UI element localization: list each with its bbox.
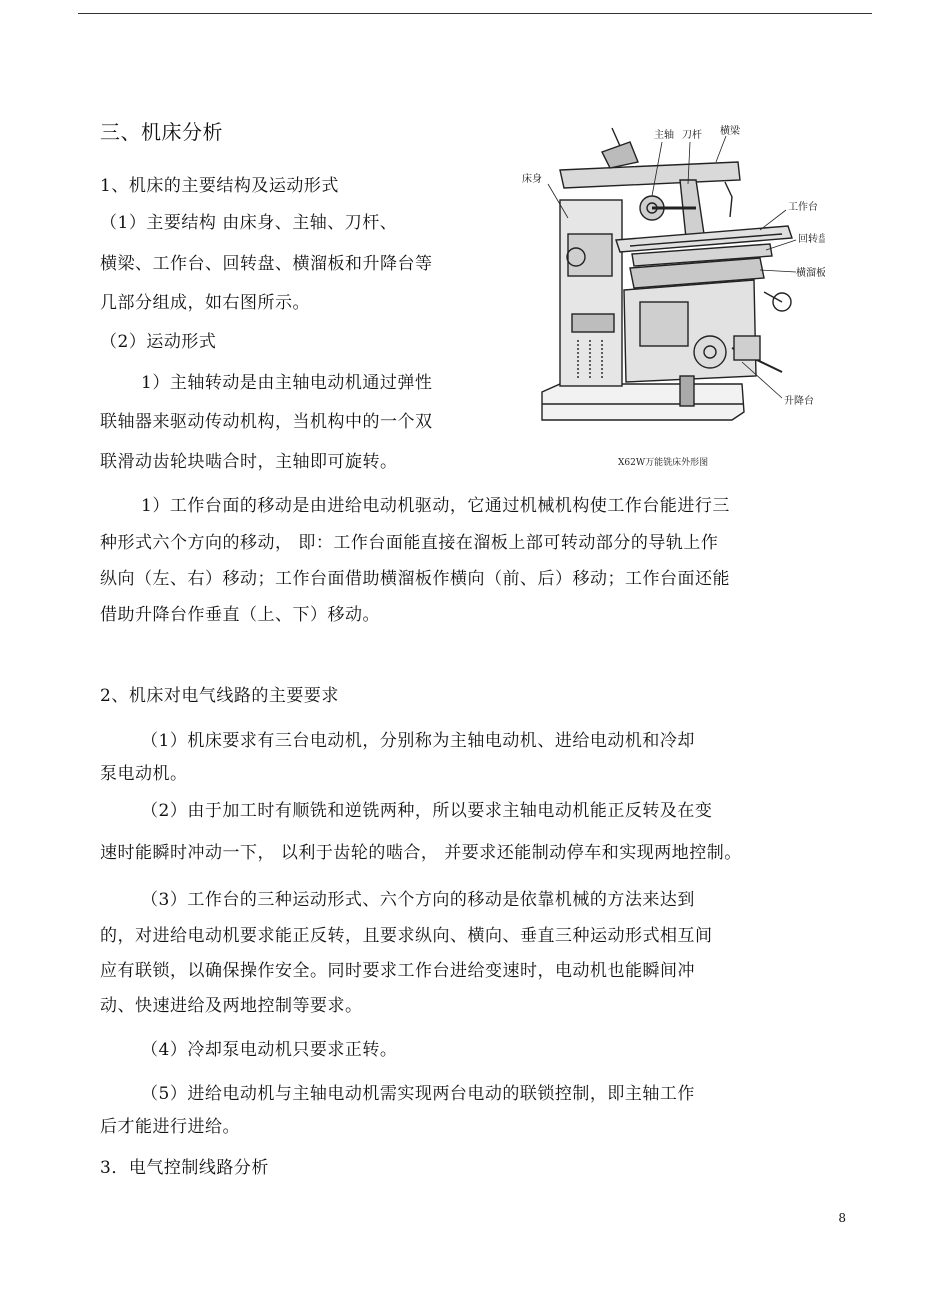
paragraph-line: 横梁、工作台、回转盘、横溜板和升降台等	[100, 254, 433, 274]
paragraph-line: 速时能瞬时冲动一下， 以利于齿轮的啮合， 并要求还能制动停车和实现两地控制。	[100, 843, 742, 863]
paragraph-line: 几部分组成，如右图所示。	[100, 293, 310, 313]
label-spindle: 主轴	[654, 130, 674, 141]
paragraph-line: （1）机床要求有三台电动机，分别称为主轴电动机、进给电动机和冷却	[141, 731, 695, 751]
subsection-heading-3: 3．电气控制线路分析	[100, 1158, 269, 1178]
label-knee: 升降台	[784, 396, 814, 407]
label-bed: 床身	[522, 174, 542, 185]
label-crossbeam: 横梁	[720, 126, 740, 137]
paragraph-line: 1）工作台面的移动是由进给电动机驱动，它通过机械机构使工作台能进行三	[141, 496, 730, 516]
header-rule	[78, 13, 872, 14]
paragraph-line: （5）进给电动机与主轴电动机需实现两台电动的联锁控制，即主轴工作	[141, 1084, 695, 1104]
paragraph-line: 借助升降台作垂直（上、下）移动。	[100, 605, 380, 625]
paragraph-line: 动、快速进给及两地控制等要求。	[100, 996, 363, 1016]
paragraph-line: （3）工作台的三种运动形式、六个方向的移动是依靠机械的方法来达到	[141, 890, 695, 910]
paragraph-line: （1）主要结构 由床身、主轴、刀杆、	[100, 213, 398, 233]
label-arbor: 刀杆	[682, 130, 702, 141]
paragraph-line: （2）运动形式	[100, 332, 217, 352]
label-swivel: 回转盘	[798, 234, 825, 245]
paragraph-line: 泵电动机。	[100, 764, 188, 784]
paragraph-line: 的，对进给电动机要求能正反转，且要求纵向、横向、垂直三种运动形式相互间	[100, 926, 713, 946]
milling-machine-figure	[520, 122, 825, 472]
paragraph-line: 种形式六个方向的移动， 即：工作台面能直接在溜板上部可转动部分的导轨上作	[100, 533, 719, 553]
paragraph-line: 联轴器来驱动传动机构，当机构中的一个双	[100, 412, 433, 432]
paragraph-line: 纵向（左、右）移动；工作台面借助横溜板作横向（前、后）移动；工作台面还能	[100, 569, 730, 589]
paragraph-line: （4）冷却泵电动机只要求正转。	[141, 1040, 398, 1060]
subsection-heading-1: 1、机床的主要结构及运动形式	[100, 176, 339, 196]
paragraph-line: 应有联锁，以确保操作安全。同时要求工作台进给变速时，电动机也能瞬间冲	[100, 961, 695, 981]
label-worktable: 工作台	[788, 202, 818, 213]
section-heading: 三、机床分析	[100, 120, 223, 144]
paragraph-line: （2）由于加工时有顺铣和逆铣两种，所以要求主轴电动机能正反转及在变	[141, 801, 713, 821]
label-saddle: 横溜板	[796, 268, 825, 279]
paragraph-line: 1）主轴转动是由主轴电动机通过弹性	[141, 373, 433, 393]
subsection-heading-2: 2、机床对电气线路的主要要求	[100, 686, 339, 706]
milling-machine-illustration	[520, 122, 825, 462]
figure-caption: X62W万能铣床外形图	[618, 458, 709, 468]
page-number: 8	[838, 1211, 846, 1225]
paragraph-line: 后才能进行进给。	[100, 1117, 240, 1137]
paragraph-line: 联滑动齿轮块啮合时，主轴即可旋转。	[100, 452, 398, 472]
